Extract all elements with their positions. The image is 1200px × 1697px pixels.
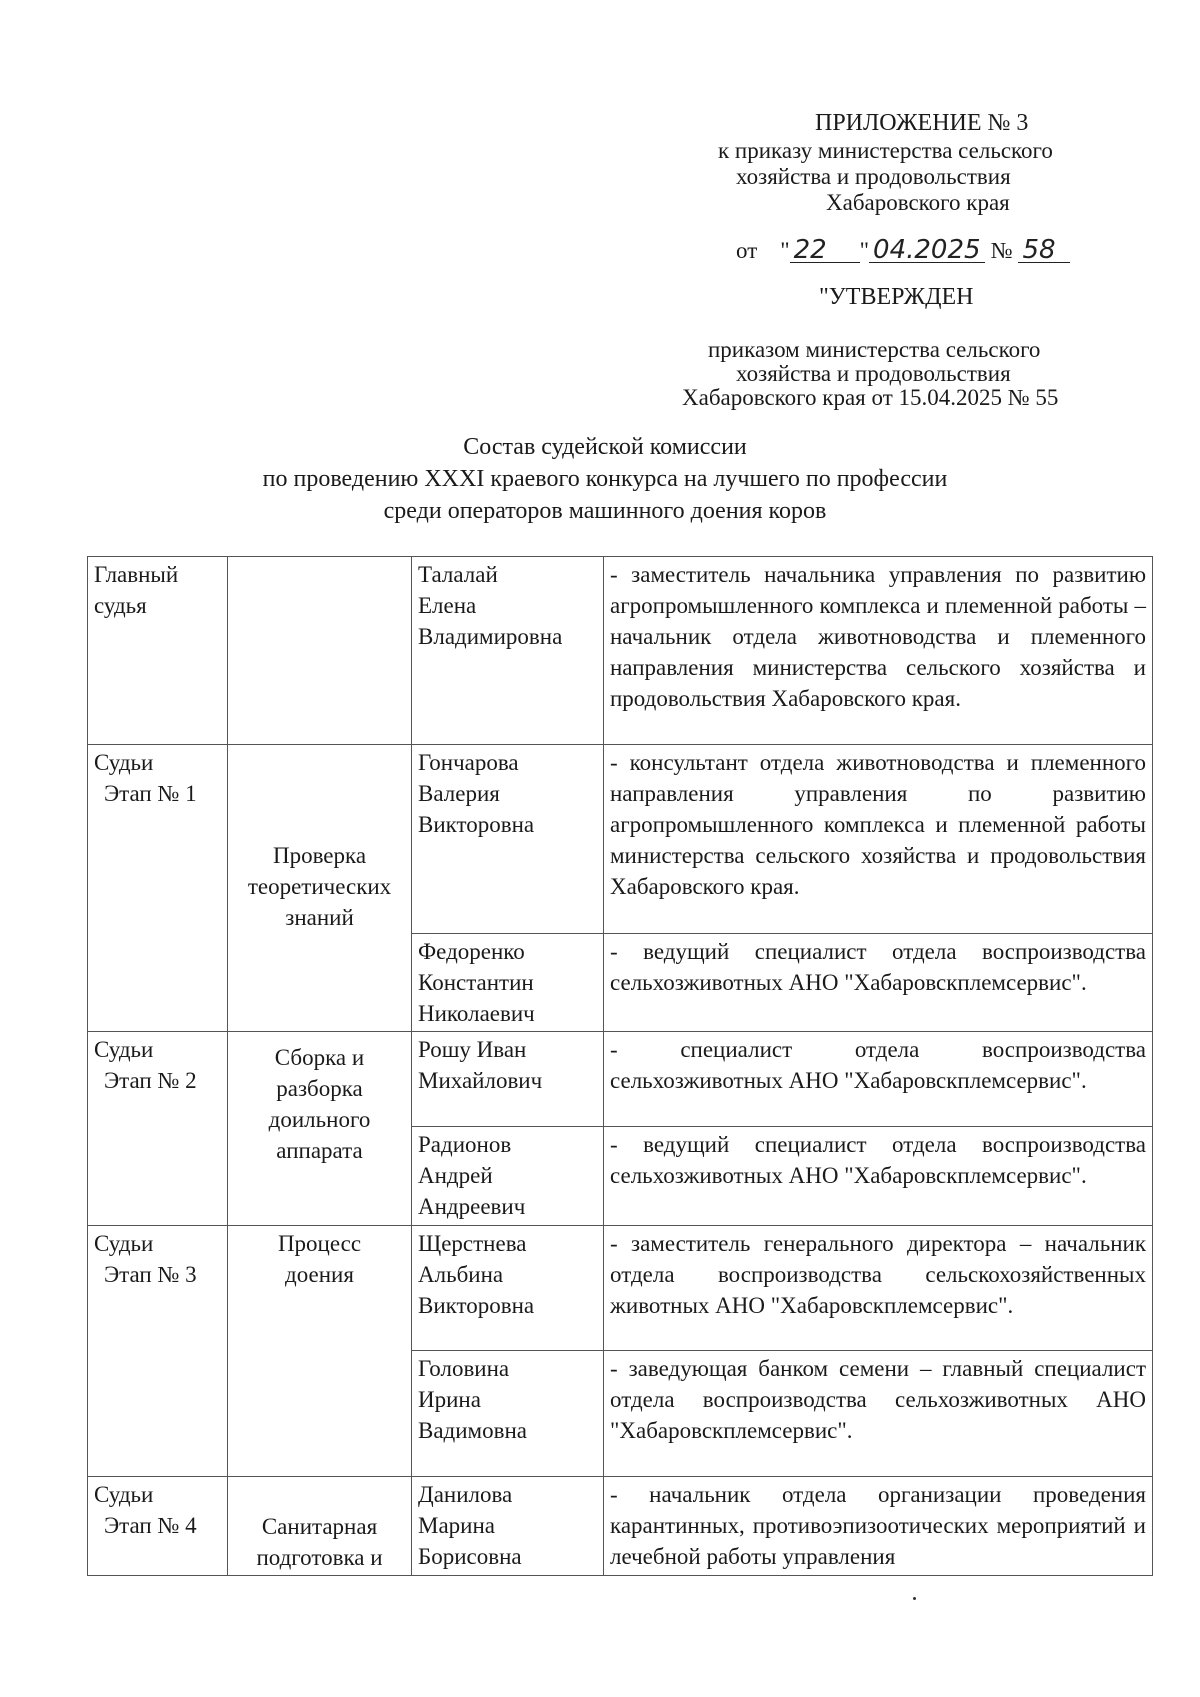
date-prefix: от bbox=[736, 238, 758, 263]
name-line: Щерстнева bbox=[418, 1231, 527, 1256]
stage-cell bbox=[228, 1477, 412, 1576]
role-text: Судьи bbox=[94, 1037, 154, 1062]
name-line: Альбина bbox=[418, 1262, 504, 1287]
name-cell bbox=[412, 1226, 604, 1351]
role-text: Этап № 1 bbox=[104, 781, 197, 806]
description-cell: - специалист отдела воспроизводства сельхозживотных АНО "Хабаровскплемсервис". bbox=[604, 1032, 1153, 1127]
name-cell bbox=[412, 934, 604, 1032]
description-cell: - заведующая банком семени – главный специалист отдела воспроизводства сельхозживотных АНО "Хабаровскплемсервис". bbox=[604, 1351, 1153, 1477]
order-line-3: Хабаровского края bbox=[826, 190, 1010, 215]
order-line-2: хозяйства и продовольствия bbox=[736, 164, 1011, 189]
role-text: Судьи bbox=[94, 1231, 154, 1256]
stage-cell bbox=[228, 745, 412, 1032]
name-line: Марина bbox=[418, 1513, 495, 1538]
name-line: Андреевич bbox=[418, 1194, 526, 1219]
stage-text: знаний bbox=[285, 905, 354, 930]
approved-line-3: Хабаровского края от 15.04.2025 № 55 bbox=[682, 385, 1059, 410]
table-row bbox=[88, 557, 1153, 745]
stage-text: Проверка bbox=[272, 843, 367, 868]
description-cell: - ведущий специалист отдела воспроизводства сельхозживотных АНО "Хабаровскплемсервис". bbox=[604, 934, 1153, 1032]
order-line-1: к приказу министерства сельского bbox=[718, 138, 1053, 163]
name-line: Вадимовна bbox=[418, 1418, 527, 1443]
stage-text: Сборка и bbox=[274, 1045, 365, 1070]
name-line: Ирина bbox=[418, 1387, 481, 1412]
name-line: Викторовна bbox=[418, 812, 535, 837]
name-cell bbox=[412, 557, 604, 745]
approved-label: "УТВЕРЖДЕН bbox=[819, 284, 974, 310]
name-cell bbox=[412, 1032, 604, 1127]
name-line: Радионов bbox=[418, 1132, 512, 1157]
role-text: Этап № 4 bbox=[104, 1513, 197, 1538]
order-number-label: № bbox=[990, 238, 1013, 263]
description-cell: - заместитель начальника управления по развитию агропромышленного комплекса и племенной работы – начальник отдела животноводства и племенного направления министерства сельского хозяйства и продовольствия Хабаровского края. bbox=[604, 557, 1153, 745]
date-day: 22 bbox=[790, 238, 860, 263]
description-cell: - заместитель генерального директора – начальник отдела воспроизводства сельскохозяйственных животных АНО "Хабаровскплемсервис". bbox=[604, 1226, 1153, 1351]
name-line: Елена bbox=[418, 593, 477, 618]
stage-text: теоретических bbox=[247, 874, 392, 899]
role-cell bbox=[88, 557, 228, 745]
name-line: Константин bbox=[418, 970, 534, 995]
description-cell: - начальник отдела организации проведения карантинных, противоэпизоотических мероприятий и лечебной работы управления bbox=[604, 1477, 1153, 1576]
table-row bbox=[88, 1032, 1153, 1127]
scan-speck bbox=[913, 1597, 916, 1600]
role-cell bbox=[88, 1032, 228, 1226]
role-cell bbox=[88, 745, 228, 1032]
stage-text: доильного bbox=[268, 1107, 371, 1132]
stage-text: подготовка и bbox=[256, 1545, 383, 1570]
stage-text: аппарата bbox=[276, 1138, 363, 1163]
name-line: Федоренко bbox=[418, 939, 525, 964]
name-line: Борисовна bbox=[418, 1544, 522, 1569]
table-row bbox=[88, 1226, 1153, 1351]
table-row bbox=[88, 745, 1153, 934]
stage-text: доения bbox=[285, 1262, 354, 1287]
stage-cell bbox=[228, 557, 412, 745]
name-line: Викторовна bbox=[418, 1293, 535, 1318]
name-line: Данилова bbox=[418, 1482, 513, 1507]
name-line: Владимировна bbox=[418, 624, 563, 649]
name-line: Андрей bbox=[418, 1163, 493, 1188]
name-line: Талалай bbox=[418, 562, 498, 587]
name-cell bbox=[412, 1351, 604, 1477]
name-line: Николаевич bbox=[418, 1001, 535, 1026]
doc-title-line-2: по проведению XXXI краевого конкурса на лучшего по профессии bbox=[262, 466, 948, 492]
order-date-row: от " 22 " 04.2025 № 58 bbox=[736, 238, 1070, 264]
name-cell bbox=[412, 1127, 604, 1226]
appendix-title: ПРИЛОЖЕНИЕ № 3 bbox=[815, 110, 1029, 136]
role-text: Этап № 2 bbox=[104, 1068, 197, 1093]
description-cell: - ведущий специалист отдела воспроизводства сельхозживотных АНО "Хабаровскплемсервис". bbox=[604, 1127, 1153, 1226]
approved-line-1: приказом министерства сельского bbox=[708, 337, 1041, 362]
description-cell: - консультант отдела животноводства и племенного направления управления по развитию агропромышленного комплекса и племенной работы министерства сельского хозяйства и продовольствия Хабаровского края. bbox=[604, 745, 1153, 934]
name-cell bbox=[412, 1477, 604, 1576]
role-text: Судьи bbox=[94, 750, 154, 775]
role-text: Этап № 3 bbox=[104, 1262, 197, 1287]
date-month-year: 04.2025 bbox=[869, 238, 985, 263]
approved-line-2: хозяйства и продовольствия bbox=[736, 361, 1011, 386]
stage-text: Процесс bbox=[277, 1231, 362, 1256]
stage-text: Санитарная bbox=[261, 1514, 378, 1539]
role-text: судья bbox=[94, 593, 147, 618]
role-cell bbox=[88, 1226, 228, 1477]
doc-title-line-3: среди операторов машинного доения коров bbox=[383, 498, 827, 524]
judges-table bbox=[87, 556, 1153, 1576]
stage-text: разборка bbox=[276, 1076, 363, 1101]
stage-cell bbox=[228, 1032, 412, 1226]
doc-title-line-1: Состав судейской комиссии bbox=[463, 434, 747, 460]
name-line: Гончарова bbox=[418, 750, 519, 775]
stage-cell bbox=[228, 1226, 412, 1477]
role-cell bbox=[88, 1477, 228, 1576]
name-line: Валерия bbox=[418, 781, 500, 806]
role-text: Главный bbox=[94, 562, 179, 587]
role-text: Судьи bbox=[94, 1482, 154, 1507]
name-line: Михайлович bbox=[418, 1068, 543, 1093]
table-row bbox=[88, 1477, 1153, 1576]
name-line: Рошу Иван bbox=[418, 1037, 527, 1062]
name-cell bbox=[412, 745, 604, 934]
order-number: 58 bbox=[1018, 238, 1070, 263]
name-line: Головина bbox=[418, 1356, 510, 1381]
